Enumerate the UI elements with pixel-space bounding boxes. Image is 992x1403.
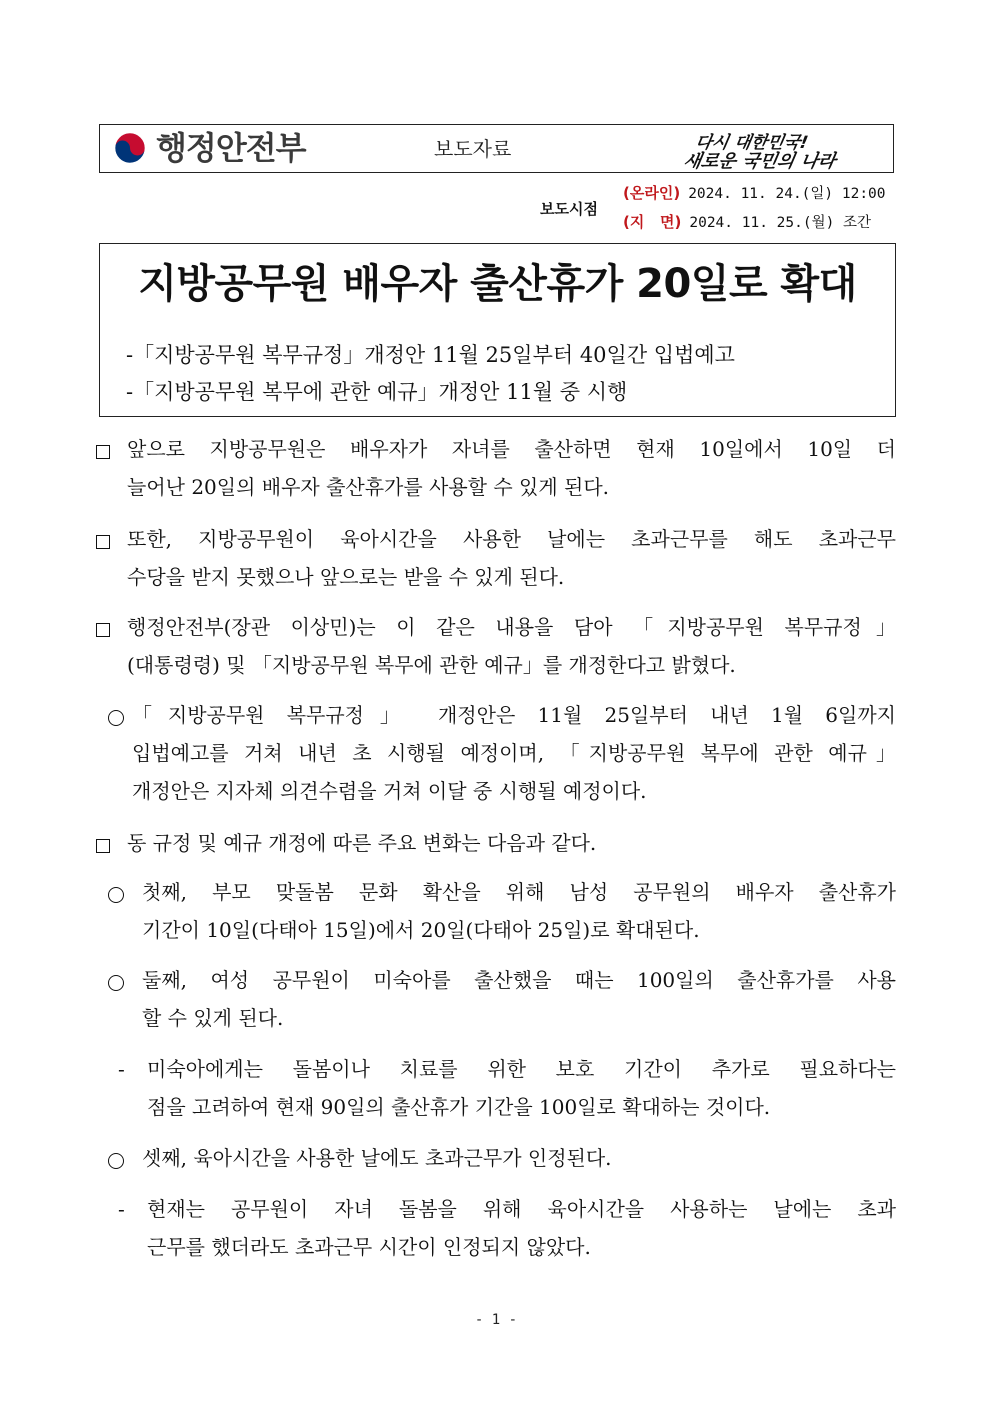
circle-bullet-icon [108,883,124,909]
paragraph-line: 늘어난 20일의 배우자 출산휴가를 사용할 수 있게 된다. [127,475,610,499]
paragraph-line: (대통령령) 및 「지방공무원 복무에 관한 예규」를 개정한다고 밝혔다. [127,653,736,677]
release-online-row [623,183,886,204]
release-print-key: (지 면) [623,213,682,231]
square-bullet-icon [96,529,110,555]
paragraph-line: 입법예고를 거쳐 내년 초 시행될 예정이며, 「지방공무원 복무에 관한 예규」 [132,741,896,765]
document-type: 보도자료 [434,137,512,161]
slogan-line-2: 새로운 국민의 나라 [681,151,838,172]
paragraph-line: 「지방공무원 복무규정」 개정안은 11월 25일부터 내년 1월 6일까지 [132,703,896,727]
page-number: - 1 - [474,1312,518,1328]
square-bullet-icon [96,617,110,643]
paragraph-line: 첫째, 부모 맞돌봄 문화 확산을 위해 남성 공무원의 배우자 출산휴가 [142,880,896,904]
paragraph-line: 동 규정 및 예규 개정에 따른 주요 변화는 다음과 같다. [127,831,597,855]
square-bullet-icon [96,833,110,859]
paragraph-line: 행정안전부(장관 이상민)는 이 같은 내용을 담아 「지방공무원 복무규정」 [127,615,896,639]
release-print-value: 2024. 11. 25.(월) 조간 [689,215,872,231]
taegeuk-emblem-icon [114,132,146,164]
paragraph-line: 기간이 10일(다태아 15일)에서 20일(다태아 25일)로 확대된다. [142,918,700,942]
paragraph-line: 또한, 지방공무원이 육아시간을 사용한 날에는 초과근무를 해도 초과근무 [127,527,896,551]
ministry-name: 행정안전부 [156,129,306,167]
release-online-value: 2024. 11. 24.(일) 12:00 [688,186,886,202]
circle-bullet-icon [108,971,124,997]
circle-bullet-icon [108,706,124,732]
header-box [99,124,894,173]
paragraph-line: 셋째, 육아시간을 사용한 날에도 초과근무가 인정된다. [142,1146,612,1170]
release-time-label: 보도시점 [540,200,598,218]
title-box [99,243,896,417]
paragraph-line: 미숙아에게는 돌봄이나 치료를 위한 보호 기간이 추가로 필요하다는 [147,1057,896,1081]
paragraph-line: 개정안은 지자체 의견수렴을 거쳐 이달 중 시행될 예정이다. [132,779,647,803]
subtitle-2: -「지방공무원 복무에 관한 예규」개정안 11월 중 시행 [126,380,628,404]
slogan [678,128,858,170]
paragraph-line: 근무를 했더라도 초과근무 시간이 인정되지 않았다. [147,1235,591,1259]
release-print-row [623,212,871,233]
subtitle-1: -「지방공무원 복무규정」개정안 11월 25일부터 40일간 입법예고 [126,343,735,367]
dash-bullet: - [118,1057,125,1081]
page-title: 지방공무원 배우자 출산휴가 20일로 확대 [138,261,857,307]
paragraph-line: 수당을 받지 못했으나 앞으로는 받을 수 있게 된다. [127,565,565,589]
paragraph-line: 둘째, 여성 공무원이 미숙아를 출산했을 때는 100일의 출산휴가를 사용 [142,968,896,992]
paragraph-line: 점을 고려하여 현재 90일의 출산휴가 기간을 100일로 확대하는 것이다. [147,1095,771,1119]
slogan-line-1: 다시 대한민국! [693,133,810,153]
dash-bullet: - [118,1197,125,1221]
release-online-key: (온라인) [623,184,681,202]
circle-bullet-icon [108,1149,124,1175]
paragraph-line: 현재는 공무원이 자녀 돌봄을 위해 육아시간을 사용하는 날에는 초과 [147,1197,896,1221]
paragraph-line: 앞으로 지방공무원은 배우자가 자녀를 출산하면 현재 10일에서 10일 더 [127,437,896,461]
paragraph-line: 할 수 있게 된다. [142,1006,284,1030]
square-bullet-icon [96,439,110,465]
